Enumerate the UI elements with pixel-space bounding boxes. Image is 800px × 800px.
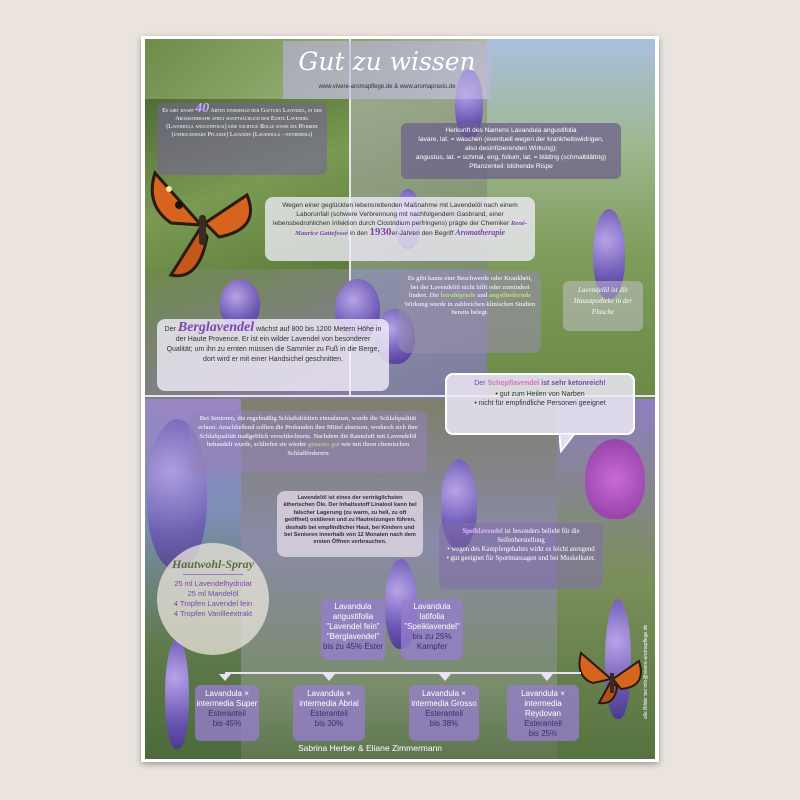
- hybrid-value: bis 25%: [528, 729, 558, 738]
- spray-divider: [183, 574, 243, 575]
- speik-text: ist besonders beliebt für die Seifenherstellung: [497, 528, 580, 544]
- name-origin-heading: Herkunft des Namens Lavandula angustifolia: [445, 127, 577, 134]
- hybrid-card: [507, 685, 579, 741]
- speiklavendel-box: Speiklavendel ist besonders beliebt für die Seifenherstellung • wegen des Kampfergehaltes wirkt es leicht anregend • gut geeignet für Sportmassagen und bei Muskelkater.: [439, 523, 603, 589]
- hybrid-card: [293, 685, 365, 741]
- parent-alias: "Speiklavendel": [404, 622, 460, 631]
- lavender-flower-image: [585, 439, 645, 519]
- connector-arrow: [541, 674, 553, 681]
- speik-bullet: gut geeignet für Sportmassagen und bei Muskelkater.: [450, 555, 596, 562]
- hybrid-name: Lavandula × intermedia Grosso: [411, 689, 477, 708]
- tolerance-box: Lavendelöl ist eines der verträglichsten ätherischen Öle. Der Inhaltsstoff Linalool kann bei falscher Lagerung (zu warm, zu hell, zu oft geöffnet) oxidieren und zu Hautreizungen führen, deshalb bei empfindlicher Haut, bei Kindern und bei Senioren innerhalb von 12 Monaten nach dem ersten Öffnen verbrauchen.: [277, 491, 423, 557]
- parent-name: Lavandula latifolia: [413, 602, 451, 621]
- title-banner: [283, 41, 491, 99]
- berglavendel-text: Der: [164, 326, 176, 333]
- connector-line: [225, 672, 581, 674]
- complaints-highlight: beruhigende: [440, 292, 476, 300]
- berglavendel-text: wächst auf 800 bis 1200 Metern Höhe in der Haute Provence. Er ist ein wilder Lavendel von besonderer Qualität; um ihn zu ernten müssen die Sammler zu Fuß in die Berge, dort wird er mit einer Handsichel geschnitten.: [166, 326, 382, 363]
- butterfly-image: [577, 647, 647, 707]
- spray-item: 4 Tropfen Vanilleextrakt: [173, 609, 253, 618]
- credit-holder: [643, 609, 653, 719]
- speik-bullet: wegen des Kampfergehaltes wirkt es leicht anregend: [451, 546, 595, 553]
- history-text: in den: [349, 230, 368, 237]
- bubble-tail: [559, 433, 579, 453]
- hybrid-name: Lavandula × intermedia Abrial: [299, 689, 359, 708]
- history-text: er-Jahren: [391, 230, 420, 237]
- hybrid-value: bis 45%: [212, 719, 242, 728]
- species-text: Arten innerhalb der Gattung Lavendel, in der Aromatherapie spielt hauptsächlich der Echte Lavendel (Lavandula angustifolia) eine wichtige Rolle sowie die Hybride (unfruchtbare Pflanze) Lavandin (Lavandula - intermedia): [166, 107, 322, 138]
- schopf-text: Der: [474, 380, 486, 387]
- species-text: Es gibt knapp: [162, 107, 194, 114]
- hybrid-label: Esteranteil: [425, 709, 463, 718]
- parent-alias: "Lavendel fein" "Berglavendel": [326, 622, 380, 641]
- name-origin-line: angustus, lat. = schmal, eng, folium, lat. = blättrig (schmalblättrig): [415, 154, 607, 161]
- schopf-bullet: nicht für empfindliche Personen geeignet: [478, 400, 606, 407]
- parent-card-angustifolia: [321, 599, 385, 660]
- image-credit: alle Bilder bei info@vivere-aromapflege.de: [643, 624, 649, 719]
- schopf-name: Schopflavendel: [487, 380, 540, 387]
- hybrid-value: bis 30%: [314, 719, 344, 728]
- seniors-text: wie mit ihren chemischen Schlafförderern: [287, 441, 410, 458]
- hybrid-value: bis 38%: [429, 719, 459, 728]
- poster: [141, 36, 659, 762]
- name-origin-line: also desinfizierenden Wirkung);: [465, 145, 557, 152]
- page-title: Gut zu wissen: [298, 47, 476, 76]
- schopf-bullet: gut zum Heilen von Narben: [499, 391, 585, 398]
- connector-arrow: [439, 674, 451, 681]
- spray-item: 25 ml Lavendelhydrolat: [174, 579, 252, 588]
- name-origin-line: Pflanzenteil: blühende Rispe: [469, 163, 553, 170]
- seniors-text: Bei Senioren, die regelmäßig Schlaftabletten einnahmen, wurde die Schlafqualität erfasst. Anschließend sollten die Probanden ihre Mittel absetzen, wodurch sich ihre Schlafqualität maßgeblich verschlechterte. Nachdem die Raumluft mit Lavendelöl behandelt wurde, schliefen sie wieder: [198, 415, 418, 449]
- aromatherapy-history-box: [265, 197, 535, 261]
- complaints-text: Es gibt kaum eine Beschwerde oder Krankheit, bei der Lavendelöl nicht hilft oder zumindest lindert. Die: [407, 275, 533, 300]
- parent-value: bis zu 45% Ester: [322, 642, 384, 651]
- schopflavendel-bubble: Der Schopflavendel ist sehr ketonreich! • gut zum Heilen von Narben • nicht für empfindliche Personen geeignet: [445, 373, 635, 435]
- schopf-text: ist sehr ketonreich!: [541, 380, 606, 387]
- connector-arrow: [219, 674, 231, 681]
- hybrid-name: Lavandula × intermedia Super: [196, 689, 258, 708]
- complaints-highlight: angstlindernde: [488, 292, 532, 300]
- butterfly-image: [149, 165, 259, 283]
- berglavendel-box: [157, 319, 389, 391]
- spray-recipe-circle: [157, 543, 269, 655]
- website-text: www.vivere-aromapflege.de & www.aromapraxis.de: [318, 84, 456, 90]
- seniors-highlight: genauso gut: [307, 441, 340, 449]
- complaints-box: [399, 271, 541, 353]
- connector-arrow: [323, 674, 335, 681]
- complaints-text: Wirkung wurde in zahlreichen klinischen Studien bereits belegt.: [404, 300, 536, 317]
- spray-item: 25 ml Mandelöl: [187, 589, 239, 598]
- lavender-flower-image: [165, 639, 189, 749]
- history-term: Aromatherapie: [455, 228, 506, 237]
- seniors-study-box: [189, 411, 427, 473]
- hybrid-name: Lavandula × intermedia Reydovan: [521, 689, 565, 718]
- complaints-text: und: [477, 292, 488, 300]
- hybrid-card: [195, 685, 259, 741]
- history-text: Wegen einer geglückten lebensrettenden Maßnahme mit Lavendelöl nach einem Laborunfall (schwere Verbrennung mit nachfolgendem Gasbrand, einer lebensbedrohlichen Infektion durch Clostridium perfringens) prägte der Chemiker: [272, 202, 518, 227]
- hybrid-card: [409, 685, 479, 741]
- poster-canvas: [145, 39, 655, 759]
- pharmacy-note: Lavendelöl ist die Hausapotheke in der Flasche: [563, 281, 643, 331]
- history-year: 1930: [369, 226, 392, 238]
- authors-text: Sabrina Herber & Eliane Zimmermann: [297, 743, 443, 753]
- hybrid-label: Esteranteil: [208, 709, 246, 718]
- species-note: [157, 103, 327, 175]
- name-origin-box: [401, 123, 621, 179]
- name-origin-line: lavare, lat. = waschen (eventuell wegen der krankheitswidrigen,: [418, 136, 604, 143]
- history-text: den Begriff: [421, 230, 454, 237]
- spray-title: Hautwohl-Spray: [171, 557, 255, 571]
- speik-name: Speiklavendel: [462, 528, 503, 535]
- hybrid-label: Esteranteil: [524, 719, 562, 728]
- parent-name: Lavandula angustifolia: [332, 602, 374, 621]
- hybrid-label: Esteranteil: [310, 709, 348, 718]
- species-count: 40: [195, 101, 210, 116]
- berglavendel-name: Berglavendel: [177, 320, 255, 335]
- chemist-name: René-Maurice Gattefossé: [294, 220, 527, 237]
- spray-item: 4 Tropfen Lavendel fein: [173, 599, 253, 608]
- parent-card-latifolia: [401, 599, 463, 660]
- parent-value: bis zu 25% Kampfer: [412, 632, 452, 651]
